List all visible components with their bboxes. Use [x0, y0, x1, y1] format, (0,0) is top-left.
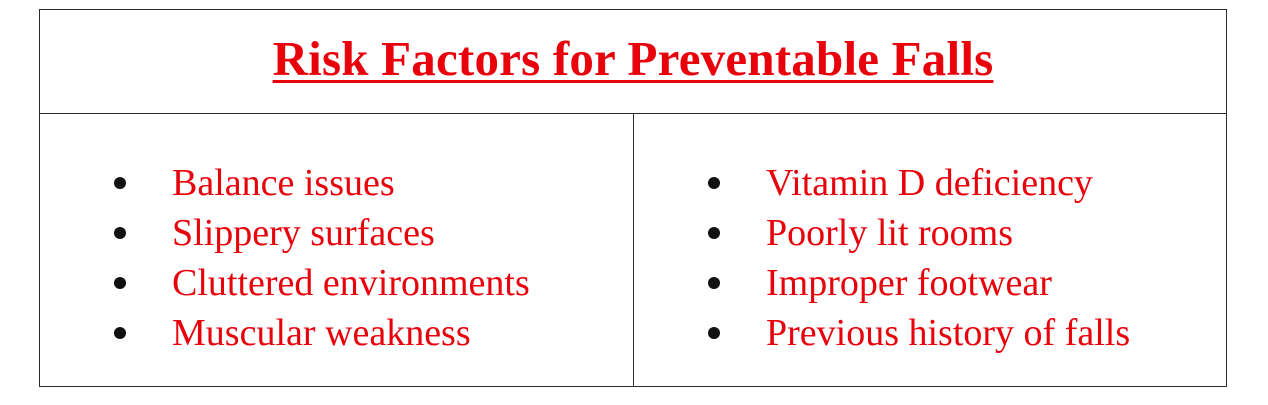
bullet-icon	[114, 227, 126, 239]
list-item-label: Cluttered environments	[172, 262, 530, 304]
list-item-label: Muscular weakness	[172, 312, 471, 354]
page-title: Risk Factors for Preventable Falls	[272, 31, 994, 86]
bullet-icon	[114, 277, 126, 289]
risk-factors-table	[39, 9, 1227, 387]
table-header	[40, 10, 1226, 114]
bullet-icon	[708, 177, 720, 189]
list-item-label: Improper footwear	[766, 262, 1052, 304]
bullet-icon	[708, 277, 720, 289]
left-column	[40, 114, 634, 386]
bullet-icon	[708, 227, 720, 239]
list-item-label: Previous history of falls	[766, 312, 1131, 354]
bullet-icon	[114, 177, 126, 189]
bullet-icon	[708, 327, 720, 339]
right-column	[634, 114, 1226, 386]
bullet-icon	[114, 327, 126, 339]
list-item-label: Vitamin D deficiency	[766, 162, 1093, 204]
list-item-label: Poorly lit rooms	[766, 212, 1014, 254]
list-item-label: Balance issues	[172, 162, 395, 204]
list-item-label: Slippery surfaces	[172, 212, 435, 254]
